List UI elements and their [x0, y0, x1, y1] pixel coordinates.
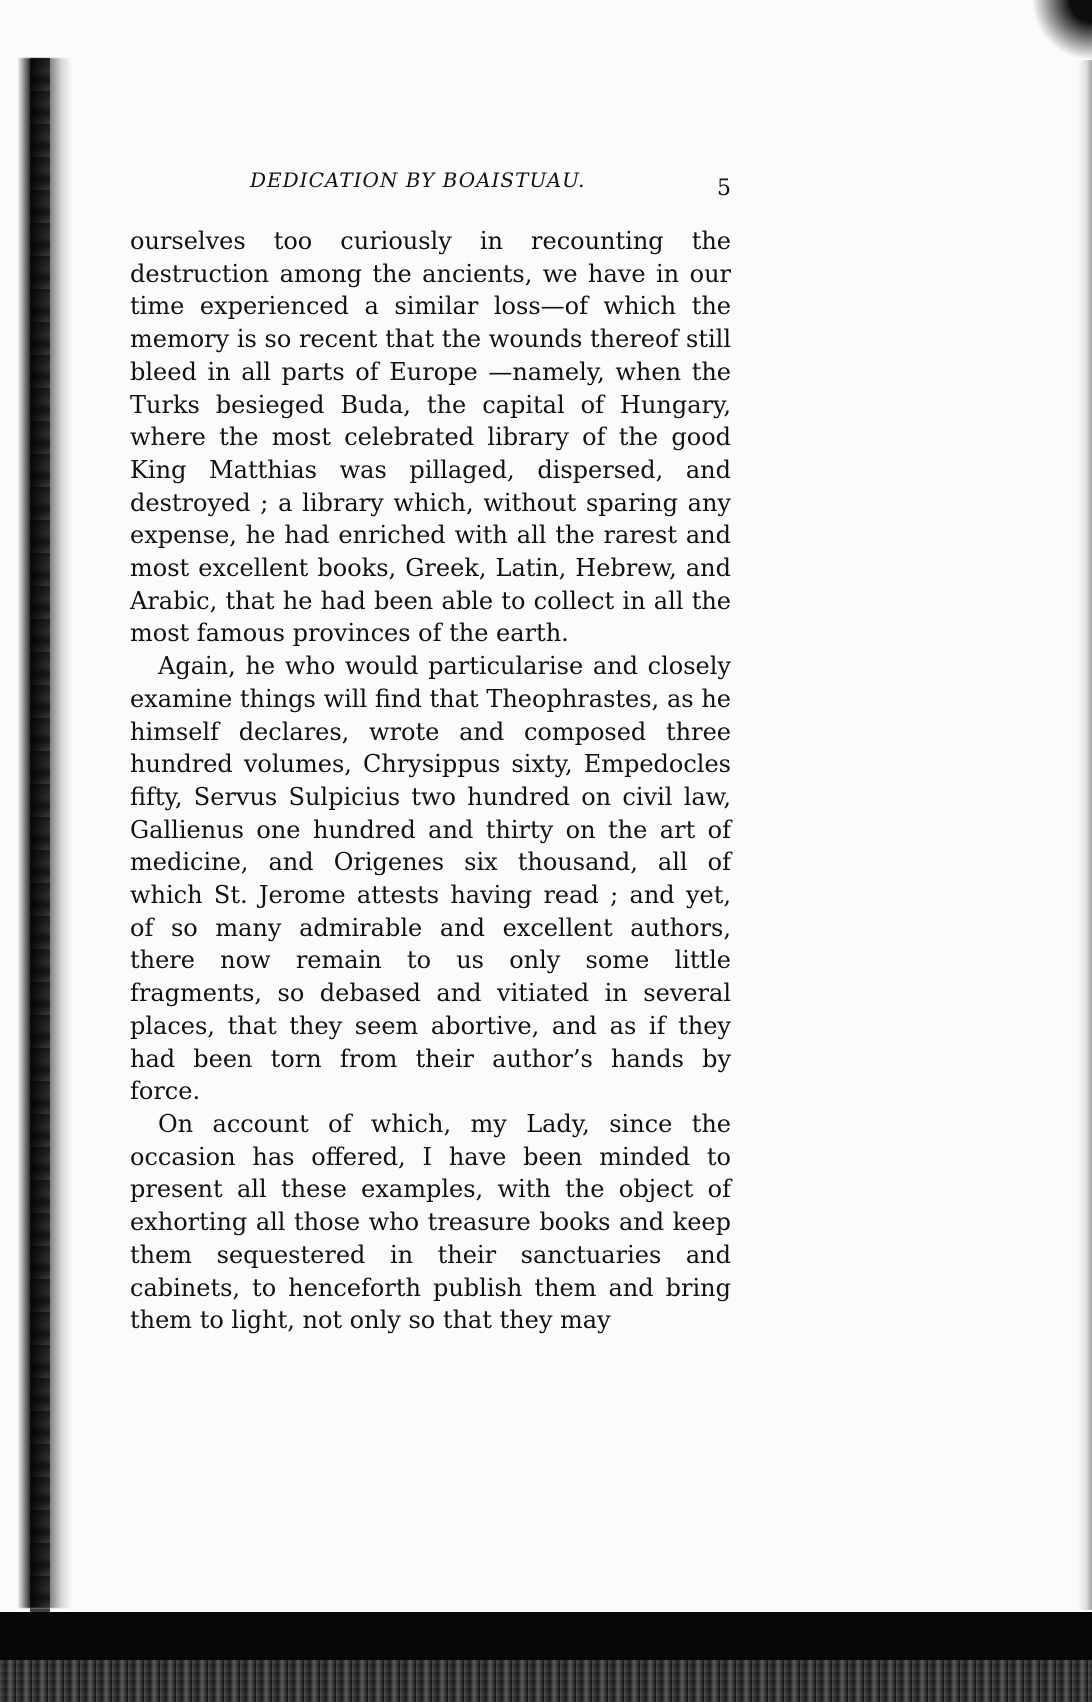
- body-text: [130, 225, 731, 1337]
- page-number: 5: [717, 176, 731, 201]
- scan-right-edge-shadow: [1078, 60, 1092, 1610]
- running-head-title: DEDICATION BY BOAISTUAU.: [250, 168, 586, 192]
- scan-left-binding-texture: [30, 58, 50, 1618]
- paragraph-1: ourselves too curiously in recounting the destruction among the ancients, we have in our time experienced a similar loss—of which the memory is so recent that the wounds thereof still bleed in all parts of Europe —namely, when the Turks besieged Buda, the capital of Hungary, where the most celebrated library of the good King Matthias was pillaged, dispersed, and destroyed ; a library which, without sparing any expense, he had enriched with all the rarest and most excellent books, Greek, Latin, Hebrew, and Arabic, that he had been able to collect in all the most famous provinces of the earth.: [130, 227, 731, 648]
- paragraph-3: On account of which, my Lady, since the occasion has offered, I have been minded to present all these examples, with the object of exhorting all those who treasure books and keep them sequestered in their sanctuaries and cabinets, to henceforth publish them and bring them to light, not only so that they may: [130, 1109, 731, 1335]
- scan-bottom-noise: [0, 1660, 1092, 1702]
- paragraph-2: Again, he who would particularise and closely examine things will find that Theophrastes, as he himself declares, wrote and composed three hundred volumes, Chrysippus sixty, Empedocles fifty, Servus Sulpicius two hundred on civil law, Gallienus one hundred and thirty on the art of medicine, and Origenes six thousand, all of which St. Jerome attests having read ; and yet, of so many admirable and excellent authors, there now remain to us only some little fragments, so debased and vitiated in several places, that they seem abortive, and as if they had been torn from their author’s hands by force.: [130, 652, 731, 1106]
- running-head: [130, 162, 730, 202]
- scan-corner-shadow: [1022, 0, 1092, 60]
